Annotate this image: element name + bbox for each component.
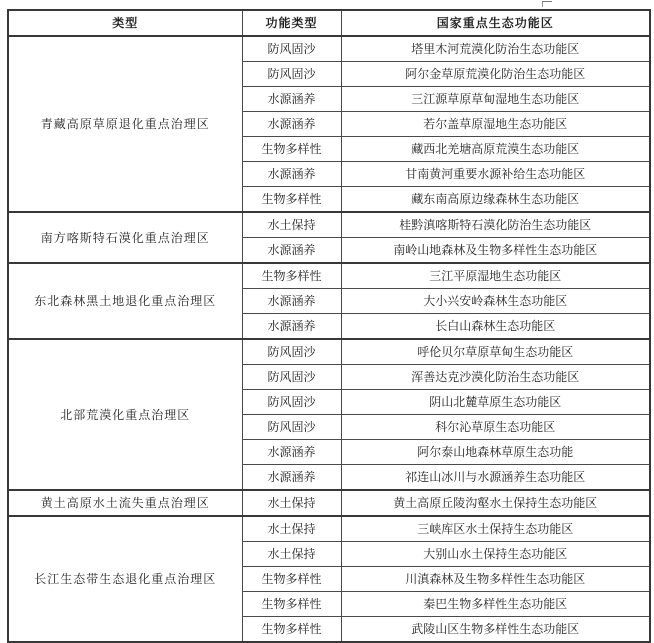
type-cell: 青藏高原草原退化重点治理区 [8, 36, 242, 212]
zone-cell: 三江平原湿地生态功能区 [341, 263, 650, 289]
zone-cell: 南岭山地森林及生物多样性生态功能区 [341, 238, 650, 264]
zone-cell: 浑善达克沙漠化防治生态功能区 [341, 365, 650, 390]
zone-cell: 川滇森林及生物多样性生态功能区 [341, 567, 650, 592]
zone-cell: 藏东南高原边缘森林生态功能区 [341, 187, 650, 213]
table-header-row [8, 10, 650, 36]
ecological-function-zones-table [7, 9, 651, 643]
zone-cell: 阴山北麓草原生态功能区 [341, 390, 650, 415]
function-type-cell: 防风固沙 [242, 339, 341, 365]
zone-cell: 阿尔泰山地森林草原生态功能 [341, 440, 650, 465]
zone-cell: 大别山水土保持生态功能区 [341, 542, 650, 567]
table-row [8, 339, 650, 365]
function-type-cell: 水源涵养 [242, 289, 341, 314]
function-type-cell: 水源涵养 [242, 162, 341, 187]
type-cell: 南方喀斯特石漠化重点治理区 [8, 212, 242, 263]
zone-cell: 黄土高原丘陵沟壑水土保持生态功能区 [341, 490, 650, 516]
function-type-cell: 生物多样性 [242, 187, 341, 213]
zone-cell: 三峡库区水土保持生态功能区 [341, 516, 650, 542]
function-type-cell: 水源涵养 [242, 87, 341, 112]
function-type-cell: 生物多样性 [242, 567, 341, 592]
zone-cell: 若尔盖草原湿地生态功能区 [341, 112, 650, 137]
function-type-cell: 生物多样性 [242, 592, 341, 617]
zone-cell: 甘南黄河重要水源补给生态功能区 [341, 162, 650, 187]
type-cell: 东北森林黑土地退化重点治理区 [8, 263, 242, 339]
function-type-cell: 水源涵养 [242, 440, 341, 465]
type-cell: 长江生态带生态退化重点治理区 [8, 516, 242, 642]
function-type-cell: 生物多样性 [242, 263, 341, 289]
zone-cell: 秦巴生物多样性生态功能区 [341, 592, 650, 617]
function-type-cell: 水源涵养 [242, 465, 341, 491]
table-row [8, 490, 650, 516]
function-type-cell: 水源涵养 [242, 238, 341, 264]
function-type-cell: 生物多样性 [242, 137, 341, 162]
function-type-cell: 防风固沙 [242, 415, 341, 440]
function-type-cell: 生物多样性 [242, 617, 341, 643]
column-header-type: 类型 [8, 10, 242, 36]
function-type-cell: 水源涵养 [242, 314, 341, 340]
zone-cell: 塔里木河荒漠化防治生态功能区 [341, 36, 650, 62]
column-header-function-type: 功能类型 [242, 10, 341, 36]
screenshot-artifact [542, 1, 552, 7]
zone-cell: 祁连山冰川与水源涵养生态功能区 [341, 465, 650, 491]
table-body [8, 36, 650, 642]
zone-cell: 桂黔滇喀斯特石漠化防治生态功能区 [341, 212, 650, 238]
type-cell: 北部荒漠化重点治理区 [8, 339, 242, 490]
zone-cell: 藏西北羌塘高原荒漠生态功能区 [341, 137, 650, 162]
function-type-cell: 防风固沙 [242, 36, 341, 62]
table-row [8, 36, 650, 62]
function-type-cell: 防风固沙 [242, 365, 341, 390]
function-type-cell: 水土保持 [242, 490, 341, 516]
function-type-cell: 水土保持 [242, 542, 341, 567]
table-row [8, 263, 650, 289]
zone-cell: 三江源草原草甸湿地生态功能区 [341, 87, 650, 112]
table-row [8, 212, 650, 238]
zone-cell: 大小兴安岭森林生态功能区 [341, 289, 650, 314]
function-type-cell: 水土保持 [242, 516, 341, 542]
function-type-cell: 防风固沙 [242, 390, 341, 415]
function-type-cell: 防风固沙 [242, 62, 341, 87]
function-type-cell: 水源涵养 [242, 112, 341, 137]
function-type-cell: 水土保持 [242, 212, 341, 238]
zone-cell: 呼伦贝尔草原草甸生态功能区 [341, 339, 650, 365]
zone-cell: 长白山森林生态功能区 [341, 314, 650, 340]
zone-cell: 科尔沁草原生态功能区 [341, 415, 650, 440]
zone-cell: 阿尔金草原荒漠化防治生态功能区 [341, 62, 650, 87]
column-header-national-zone: 国家重点生态功能区 [341, 10, 650, 36]
type-cell: 黄土高原水土流失重点治理区 [8, 490, 242, 516]
zone-cell: 武陵山区生物多样性生态功能区 [341, 617, 650, 643]
table-row [8, 516, 650, 542]
